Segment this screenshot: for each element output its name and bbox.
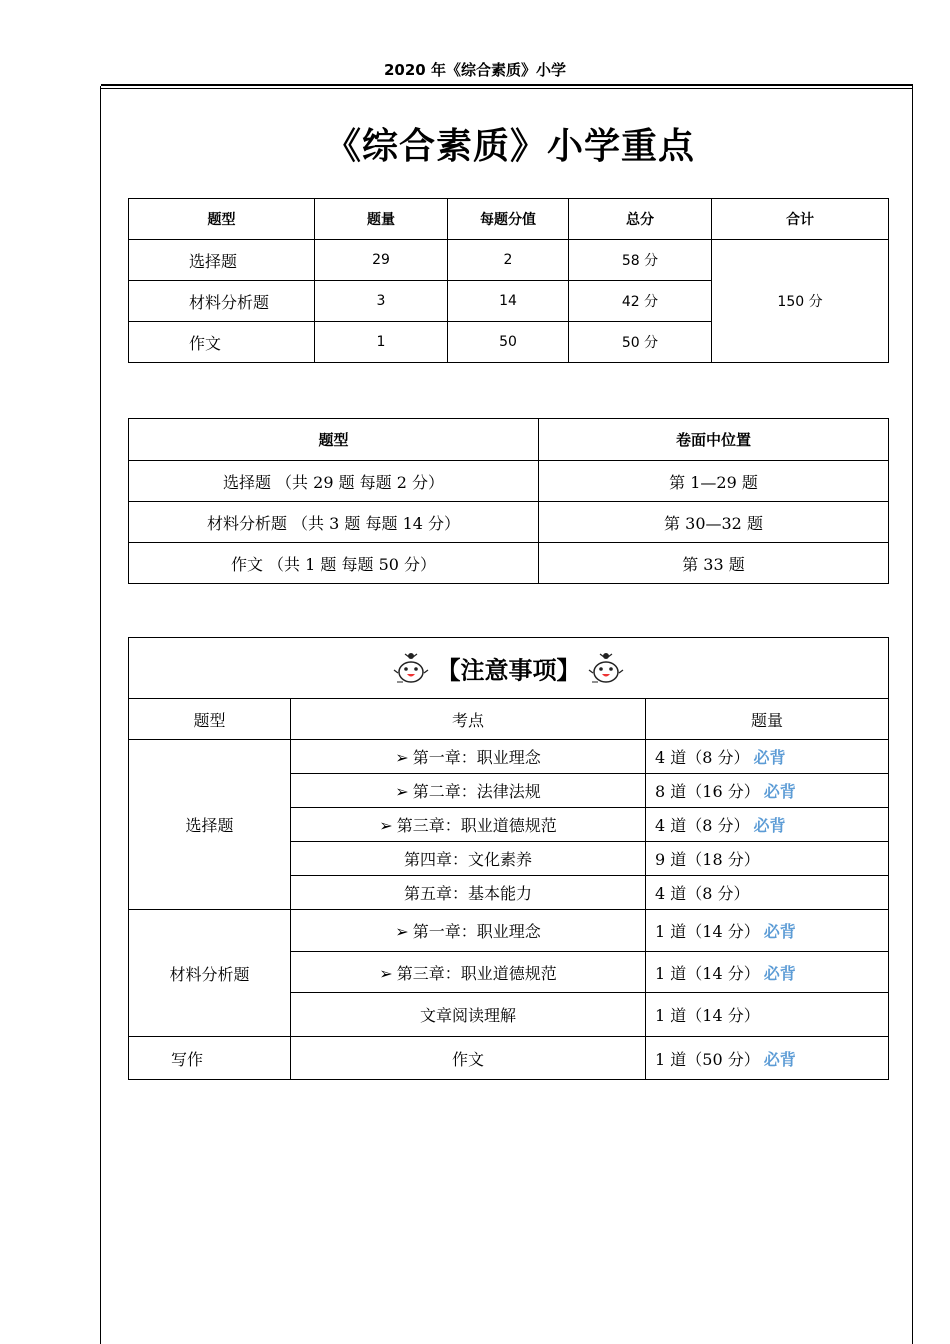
subtotal-cell: 50 分 (569, 322, 712, 363)
qty-cell (646, 910, 889, 952)
must-memorize-badge: 必背 (753, 816, 786, 835)
header-cell: 每题分值 (448, 199, 569, 240)
qty-cell (646, 740, 889, 774)
must-memorize-badge: 必背 (763, 963, 796, 983)
count-cell: 29 (315, 240, 448, 281)
type-cell: 选择题 （共 29 题 每题 2 分） (129, 461, 539, 502)
qty-cell: 9 道（18 分） (646, 842, 889, 876)
count-cell: 1 (315, 322, 448, 363)
qty-cell (646, 774, 889, 808)
subtotal-cell: 58 分 (569, 240, 712, 281)
must-memorize-badge: 必背 (763, 922, 796, 941)
point-cell (291, 774, 646, 808)
table-row (129, 740, 889, 774)
count-cell: 3 (315, 281, 448, 322)
table-row (129, 1037, 889, 1080)
qty-text: 8 道（16 分） (655, 782, 760, 801)
must-memorize-badge: 必背 (763, 782, 796, 801)
header-cell: 题型 (129, 699, 291, 740)
banner-row (129, 638, 889, 699)
arrow-bullet-icon: ➢ (379, 963, 393, 983)
type-cell: 材料分析题 （共 3 题 每题 14 分） (129, 502, 539, 543)
point-cell (291, 910, 646, 952)
page-frame-right (912, 86, 913, 1344)
type-cell: 材料分析题 (129, 281, 315, 322)
qty-text: 4 道（8 分） (655, 816, 750, 835)
point-cell (291, 808, 646, 842)
table-header-row (129, 699, 889, 740)
point-text: 第三章：职业道德规范 (396, 963, 557, 983)
header-cell: 题量 (315, 199, 448, 240)
points-cell: 50 (448, 322, 569, 363)
qty-cell (646, 952, 889, 993)
table-header-row (129, 199, 889, 240)
point-cell: 第五章：基本能力 (291, 876, 646, 910)
qty-cell: 4 道（8 分） (646, 876, 889, 910)
points-cell: 2 (448, 240, 569, 281)
table-row (129, 240, 889, 281)
grand-total-cell: 150 分 (712, 240, 889, 363)
qty-text: 1 道（14 分） (655, 963, 760, 983)
header-cell: 总分 (569, 199, 712, 240)
type-cell: 作文 (129, 322, 315, 363)
arrow-bullet-icon: ➢ (395, 782, 409, 801)
point-cell (291, 952, 646, 993)
must-memorize-badge: 必背 (753, 748, 786, 767)
header-rule (101, 84, 913, 86)
cartoon-mascot-icon (586, 648, 626, 688)
position-cell: 第 33 题 (539, 543, 889, 584)
type-cell: 选择题 (129, 240, 315, 281)
arrow-bullet-icon: ➢ (379, 816, 393, 835)
header-rule-thin (101, 88, 913, 89)
table-row (129, 461, 889, 502)
table-row (129, 543, 889, 584)
subtotal-cell: 42 分 (569, 281, 712, 322)
table-header-row (129, 419, 889, 461)
table-row (129, 502, 889, 543)
table-row (129, 910, 889, 952)
position-cell: 第 1—29 题 (539, 461, 889, 502)
point-text: 第一章：职业理念 (412, 922, 541, 941)
point-cell: 作文 (291, 1037, 646, 1080)
qty-text: 1 道（50 分） (655, 1049, 760, 1069)
point-cell (291, 740, 646, 774)
qty-text: 1 道（14 分） (655, 922, 760, 941)
page-frame-left (100, 86, 101, 1344)
header-cell: 题型 (129, 199, 315, 240)
question-position-table (128, 418, 889, 584)
page-header-title: 2020 年《综合素质》小学 (384, 61, 566, 79)
qty-cell: 1 道（14 分） (646, 993, 889, 1037)
point-cell: 第四章：文化素养 (291, 842, 646, 876)
cartoon-mascot-icon (391, 648, 431, 688)
banner-title: 【注意事项】 (436, 656, 581, 685)
header-cell: 合计 (712, 199, 889, 240)
arrow-bullet-icon: ➢ (395, 922, 409, 941)
group-label-material: 材料分析题 (129, 910, 291, 1037)
score-summary-table (128, 198, 889, 363)
header-cell: 题量 (646, 699, 889, 740)
point-text: 第三章：职业道德规范 (396, 816, 557, 835)
must-memorize-badge: 必背 (763, 1049, 796, 1069)
key-points-table (128, 637, 889, 1080)
group-label-choice: 选择题 (129, 740, 291, 910)
qty-cell (646, 808, 889, 842)
header-cell: 考点 (291, 699, 646, 740)
banner-cell (129, 638, 889, 699)
header-cell: 卷面中位置 (539, 419, 889, 461)
point-text: 第二章：法律法规 (412, 782, 541, 801)
type-cell: 作文 （共 1 题 每题 50 分） (129, 543, 539, 584)
point-cell: 文章阅读理解 (291, 993, 646, 1037)
arrow-bullet-icon: ➢ (395, 748, 409, 767)
qty-text: 4 道（8 分） (655, 748, 750, 767)
header-cell: 题型 (129, 419, 539, 461)
group-label-writing: 写作 (129, 1037, 291, 1080)
qty-cell (646, 1037, 889, 1080)
position-cell: 第 30—32 题 (539, 502, 889, 543)
main-title: 《综合素质》小学重点 (324, 126, 695, 167)
point-text: 第一章：职业理念 (412, 748, 541, 767)
points-cell: 14 (448, 281, 569, 322)
